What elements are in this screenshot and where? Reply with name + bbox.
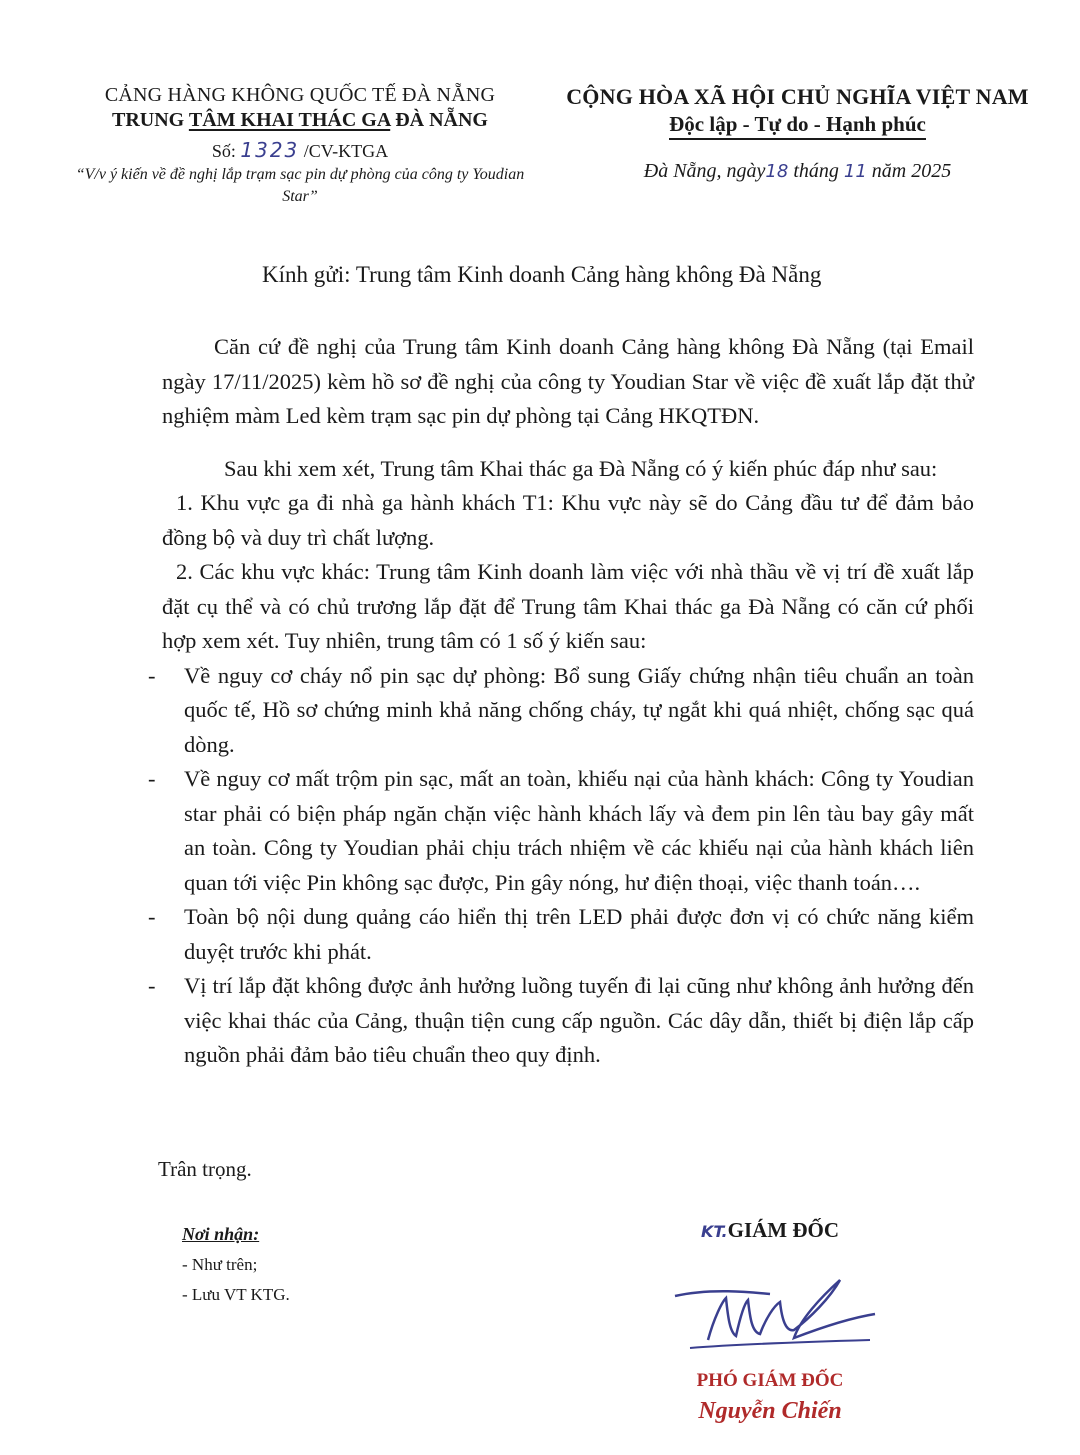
national-motto: Độc lập - Tự do - Hạnh phúc [669,112,926,140]
handwritten-month: 11 [843,161,867,182]
issuing-unit: TRUNG TÂM KHAI THÁC GA ĐÀ NẴNG [112,109,488,131]
issuer-header [60,84,540,208]
handwritten-signature [670,1258,880,1358]
nation-name: CỘNG HÒA XÃ HỘI CHỦ NGHĨA VIỆT NAM [566,84,1029,109]
signer-role: KT.GIÁM ĐỐC [700,1218,840,1242]
kt-mark: KT. [700,1222,728,1241]
place-date: Đà Nẵng, ngày18 tháng 11 năm 2025 [643,160,952,182]
document-subject: “V/v ý kiến về đề nghị lắp trạm sạc pin dự phòng của công ty Youdian Star” [75,166,525,205]
bullet-item: - Về nguy cơ cháy nổ pin sạc dự phòng: Bổ sung Giấy chứng nhận tiêu chuẩn an toàn quốc tế, Hồ sơ chứng minh khả năng chống cháy, tự ngắt khi quá nhiệt, chống sạc quá dòng. [148,662,974,757]
recipients-title: Nơi nhận: [182,1224,260,1244]
paragraph: Sau khi xem xét, Trung tâm Khai thác ga Đà Nẵng có ý kiến phúc đáp như sau: [224,455,938,481]
deputy-director-title: PHÓ GIÁM ĐỐC [696,1370,844,1391]
recipient-line: Kính gửi: Trung tâm Kinh doanh Cảng hàng không Đà Nẵng [262,262,822,287]
recipient-item: - Như trên; [182,1255,258,1274]
bullet-item: - Về nguy cơ mất trộm pin sạc, mất an toàn, khiếu nại của hành khách: Công ty Youdian star phải có biện pháp ngăn chặn việc hành khách lấy và đem pin lên tàu bay gây mất an toàn. Công ty Youdian phải chịu trách nhiệm về các khiếu nại của hành khách liên quan tới việc Pin không sạc được, Pin gây nóng, hư điện thoại, việc thanh toán…. [148,766,974,895]
list-item: 1. Khu vực ga đi nhà ga hành khách T1: Khu vực này sẽ do Cảng đầu tư để đảm bảo đồng bộ và duy trì chất lượng. [162,490,974,550]
recipient-item: - Lưu VT KTG. [182,1285,290,1304]
document-number: Số: 1323 /CV-KTGA [211,138,389,162]
paragraph: Căn cứ đề nghị của Trung tâm Kinh doanh Cảng hàng không Đà Nẵng (tại Email ngày 17/11/2025) kèm hồ sơ đề nghị của công ty Youdian Star về việc đề xuất lắp đặt thử nghiệm màm Led kèm trạm sạc pin dự phòng tại Cảng HKQTĐN. [162,334,974,428]
bullet-item: - Toàn bộ nội dung quảng cáo hiển thị trên LED phải được đơn vị có chức năng kiểm duyệt trước khi phát. [148,904,974,964]
signer-name: Nguyễn Chiến [698,1398,842,1424]
recipients-block [182,1224,290,1305]
handwritten-number: 1323 [240,138,300,162]
letter-body [148,330,974,1073]
signature-block [640,1218,900,1424]
bullet-item: - Vị trí lắp đặt không được ảnh hưởng luồng tuyến đi lại cũng như không ảnh hưởng đến việc khai thác của Cảng, thuận tiện cung cấp nguồn. Các dây dẫn, thiết bị điện lắp cấp nguồn phải đảm bảo tiêu chuẩn theo quy định. [148,973,974,1067]
list-item: 2. Các khu vực khác: Trung tâm Kinh doanh làm việc với nhà thầu về vị trí đề xuất lắp đặt cụ thể và có chủ trương lắp đặt để Trung tâm Khai thác ga Đà Nẵng có căn cứ phối hợp xem xét. Tuy nhiên, trung tâm có 1 số ý kiến sau: [162,559,974,653]
national-header [545,84,1050,183]
parent-organization: CẢNG HÀNG KHÔNG QUỐC TẾ ĐÀ NẴNG [104,84,496,106]
handwritten-day: 18 [765,161,789,182]
closing-line: Trân trọng. [158,1157,252,1181]
